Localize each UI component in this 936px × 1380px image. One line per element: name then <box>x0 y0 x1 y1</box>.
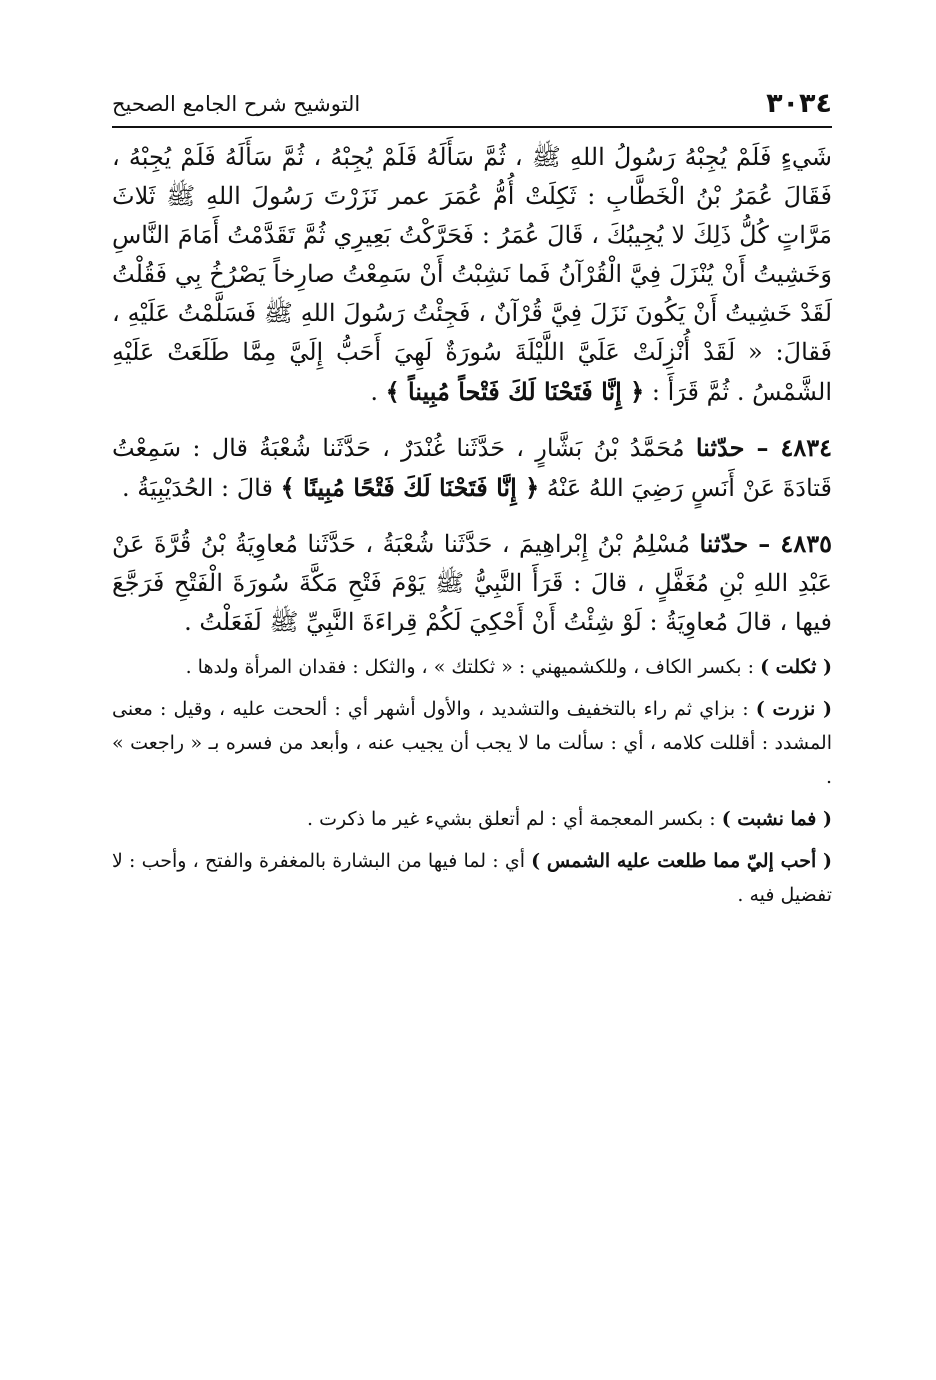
hadith-4835 <box>112 524 832 642</box>
note-term: ( نزرت ) <box>755 698 832 720</box>
page-number: ٣٠٣٤ <box>766 88 832 119</box>
running-header <box>112 86 832 128</box>
quran-quote: ﴿ إِنَّا فَتَحْنَا لَكَ فَتْحًا مُبِينًا ﴾ <box>280 473 540 502</box>
note-text: : بزاي ثم راء بالتخفيف والتشديد ، والأول أشهر أي : ألححت عليه ، وقيل : معنى المشدد : أقللت كلامه ، أي : سألت ما لا يجب أن يجيب عنه ، وأبعد من فسره بـ « راجعت » . <box>112 698 832 788</box>
hadith-continuation-text: شَيءٍ فَلَمْ يُجِبْهُ رَسُولُ اللهِ ﷺ ، ثُمَّ سَأَلَهُ فَلَمْ يُجِبْهُ ، ثُمَّ سَأَلَهُ فَلَمْ يُجِبْهُ ، فَقَالَ عُمَرُ بْنُ الْخَطَّابِ : ثَكِلَتْ أُمُّ عُمَرَ عمر نَزَرْتَ رَسُولَ اللهِ ﷺ ثَلاثَ مَرَّاتٍ كُلُّ ذَلِكَ لا يُجِيبُكَ ، قَالَ عُمَرُ : فَحَرَّكْتُ بَعِيرِي ثُمَّ تَقَدَّمْتُ أَمَامَ النَّاسِ وَخَشِيتُ أَنْ يُنْزَلَ فِيَّ الْقُرْآنُ فَما نَشِبْتُ أَنْ سَمِعْتُ صارِخاً يَصْرُخُ بِي فَقُلْتُ لَقَدْ خَشِيتُ أَنْ يَكُونَ نَزَلَ فِيَّ قُرْآنٌ ، فَجِئْتُ رَسُولَ اللهِ ﷺ فَسَلَّمْتُ عَلَيْهِ ، فَقالَ: « لَقَدْ أُنْزِلَتْ عَلَيَّ اللَّيْلَةَ سُورَةٌ لَهِيَ أَحَبُّ إِلَيَّ مِمَّا طَلَعَتْ عَلَيْهِ الشَّمْسُ . ثُمَّ قَرَأَ : <box>112 143 832 406</box>
commentary-note-1 <box>112 650 832 684</box>
note-text: : بكسر المعجمة أي : لم أتعلق بشيء غير ما ذكرت . <box>307 808 722 830</box>
page-body <box>112 138 832 912</box>
note-text: : بكسر الكاف ، وللكشميهني : « ثكلتك » ، والثكل : فقدان المرأة ولدها . <box>185 656 761 678</box>
note-term: ( فما نشبت ) <box>721 808 832 830</box>
hadith-continuation <box>112 138 832 412</box>
note-term: ( ثكلت ) <box>760 656 832 678</box>
hadith-number-lead: ٤٨٣٤ – حدّثنا <box>695 433 832 462</box>
commentary-note-2 <box>112 692 832 794</box>
hadith-4834 <box>112 428 832 508</box>
hadith-continuation-end: . <box>370 378 386 406</box>
commentary-note-3 <box>112 802 832 836</box>
hadith-text: مُحَمَّدُ بْنُ بَشَّارٍ ، حَدَّثَنا غُنْدَرٌ ، حَدَّثَنا شُعْبَةُ قال : سَمِعْتُ قَتادَةَ عَنْ أَنَسٍ رَضِيَ اللهُ عَنْهُ <box>112 434 832 502</box>
hadith-text: مُسْلِمُ بْنُ إِبْراهِيمَ ، حَدَّثَنا شُعْبَةُ ، حَدَّثَنا مُعاوِيَةُ بْنُ قُرَّةَ عَنْ عَبْدِ اللهِ بْنِ مُغَفَّلٍ ، قالَ : قَرَأَ النَّبِيُّ ﷺ يَوْمَ فَتْحِ مَكَّةَ سُورَةَ الْفَتْحِ فَرَجَّعَ فيها ، قالَ مُعاوِيَةُ : لَوْ شِئْتُ أَنْ أَحْكِيَ لَكُمْ قِراءَةَ النَّبِيِّ ﷺ لَفَعَلْتُ . <box>112 530 832 636</box>
book-title: التوشيح شرح الجامع الصحيح <box>112 92 361 116</box>
note-text: أي : لما فيها من البشارة بالمغفرة والفتح ، وأحب : لا تفضيل فيه . <box>112 850 832 906</box>
hadith-end: قالَ : الحُدَيْبِيَةُ . <box>122 474 281 502</box>
quran-quote: ﴿ إِنَّا فَتَحْنَا لَكَ فَتْحاً مُبِيناً ﴾ <box>385 377 645 406</box>
commentary-note-4 <box>112 844 832 912</box>
note-term: ( أحب إليّ مما طلعت عليه الشمس ) <box>531 850 833 872</box>
hadith-number-lead: ٤٨٣٥ – حدّثنا <box>699 529 832 558</box>
